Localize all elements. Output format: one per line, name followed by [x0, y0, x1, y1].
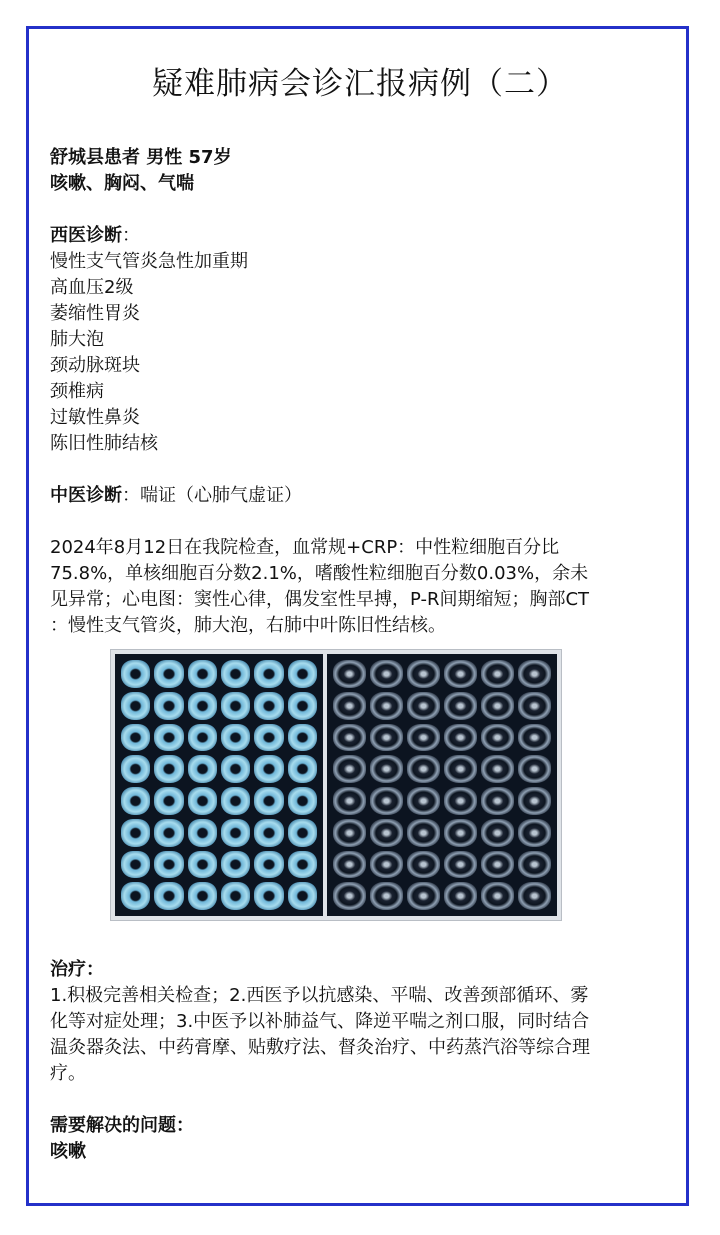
- ct-slice: [121, 692, 150, 720]
- ct-slice: [188, 851, 217, 879]
- ct-slice: [333, 882, 366, 910]
- tcm-diagnosis-value: 喘证（心肺气虚证）: [140, 485, 302, 506]
- ct-slice: [444, 755, 477, 783]
- ct-slice: [370, 724, 403, 752]
- ct-slice: [518, 660, 551, 688]
- ct-slice: [444, 787, 477, 815]
- ct-slice: [333, 819, 366, 847]
- diagnosis-item: 颈动脉斑块: [50, 355, 140, 376]
- ct-slice: [333, 660, 366, 688]
- ct-slice: [288, 755, 317, 783]
- ct-slice: [221, 819, 250, 847]
- ct-slice: [188, 724, 217, 752]
- question-value: 咳嗽: [50, 1141, 86, 1162]
- ct-slice: [121, 819, 150, 847]
- ct-slice: [444, 882, 477, 910]
- ct-slice: [481, 819, 514, 847]
- ct-slice: [288, 882, 317, 910]
- diagnosis-item: 萎缩性胃炎: [50, 303, 140, 324]
- ct-slice: [121, 787, 150, 815]
- ct-slice: [288, 724, 317, 752]
- ct-slice: [221, 851, 250, 879]
- ct-slice: [254, 787, 283, 815]
- ct-slice: [288, 819, 317, 847]
- diagnosis-item: 陈旧性肺结核: [50, 433, 158, 454]
- ct-slice: [188, 755, 217, 783]
- ct-slice: [121, 882, 150, 910]
- ct-slice: [154, 724, 183, 752]
- tcm-diagnosis-colon: ：: [122, 485, 140, 506]
- ct-slice: [254, 755, 283, 783]
- ct-slice: [154, 851, 183, 879]
- diagnosis-item: 肺大泡: [50, 329, 104, 350]
- ct-slice: [481, 755, 514, 783]
- ct-slice: [288, 660, 317, 688]
- ct-slice: [221, 787, 250, 815]
- ct-slice: [121, 755, 150, 783]
- diagnosis-item: 慢性支气管炎急性加重期: [50, 251, 248, 272]
- ct-slice: [188, 819, 217, 847]
- ct-slice: [121, 851, 150, 879]
- ct-slice: [407, 724, 440, 752]
- ct-slice: [370, 787, 403, 815]
- ct-slice: [370, 660, 403, 688]
- ct-slice: [333, 692, 366, 720]
- patient-symptoms: 咳嗽、胸闷、气喘: [50, 173, 194, 194]
- ct-slice: [154, 755, 183, 783]
- diagnosis-item: 颈椎病: [50, 381, 104, 402]
- ct-slice: [154, 787, 183, 815]
- ct-slice: [221, 660, 250, 688]
- ct-film-mediastinal-window: [327, 654, 557, 916]
- ct-slice: [370, 851, 403, 879]
- ct-slice: [154, 882, 183, 910]
- ct-slice: [407, 851, 440, 879]
- ct-slice: [444, 819, 477, 847]
- ct-slice: [481, 660, 514, 688]
- ct-slice: [444, 692, 477, 720]
- ct-slice: [188, 692, 217, 720]
- western-diagnosis-heading: [50, 223, 675, 249]
- ct-slice: [407, 787, 440, 815]
- ct-slice: [333, 851, 366, 879]
- ct-slice: [518, 851, 551, 879]
- tcm-diagnosis-label: 中医诊断: [50, 485, 122, 506]
- ct-slice: [481, 787, 514, 815]
- ct-slice: [444, 660, 477, 688]
- ct-slice: [154, 819, 183, 847]
- ct-slice: [370, 819, 403, 847]
- ct-slice: [444, 851, 477, 879]
- patient-info: 舒城县患者 男性 57岁: [50, 147, 232, 168]
- ct-slice: [481, 692, 514, 720]
- ct-slice: [121, 660, 150, 688]
- ct-slice: [221, 882, 250, 910]
- western-diagnosis-colon: ：: [122, 225, 140, 246]
- chest-ct-image: [110, 649, 562, 921]
- ct-slice: [254, 882, 283, 910]
- western-diagnosis-label: 西医诊断: [50, 225, 122, 246]
- diagnosis-item: 过敏性鼻炎: [50, 407, 140, 428]
- treatment-text: 1.积极完善相关检查；2.西医予以抗感染、平喘、改善颈部循环、雾 化等对症处理；3.中医予以补肺益气、降逆平喘之剂口服，同时结合 温灸器灸法、中药膏摩、贴敷疗法、督灸治疗、中药蒸汽浴等综合理 疗。: [50, 985, 590, 1084]
- ct-slice: [188, 787, 217, 815]
- ct-slice: [121, 724, 150, 752]
- ct-slice: [154, 692, 183, 720]
- ct-slice: [481, 882, 514, 910]
- treatment-label: 治疗：: [50, 959, 104, 980]
- ct-slice: [188, 882, 217, 910]
- ct-slice: [370, 692, 403, 720]
- ct-slice: [333, 755, 366, 783]
- ct-slice: [407, 819, 440, 847]
- ct-slice: [333, 724, 366, 752]
- western-diagnosis-list: [50, 249, 675, 457]
- ct-slice: [518, 819, 551, 847]
- question-label: 需要解决的问题：: [50, 1115, 194, 1136]
- ct-slice: [154, 660, 183, 688]
- ct-slice: [407, 882, 440, 910]
- ct-slice: [481, 851, 514, 879]
- ct-film-lung-window: [115, 654, 323, 916]
- exam-results: 2024年8月12日在我院检查，血常规+CRP：中性粒细胞百分比 75.8%，单核细胞百分数2.1%，嗜酸性粒细胞百分数0.03%，余未 见异常；心电图：窦性心律，偶发室性早搏，P-R间期缩短；胸部CT ：慢性支气管炎，肺大泡，右肺中叶陈旧性结核。: [50, 537, 590, 636]
- ct-slice: [481, 724, 514, 752]
- ct-slice: [407, 755, 440, 783]
- ct-slice: [288, 787, 317, 815]
- ct-slice: [518, 692, 551, 720]
- ct-slice: [370, 882, 403, 910]
- ct-slice: [518, 787, 551, 815]
- ct-slice: [188, 660, 217, 688]
- ct-slice: [221, 724, 250, 752]
- ct-slice: [518, 724, 551, 752]
- ct-slice: [370, 755, 403, 783]
- ct-slice: [518, 882, 551, 910]
- ct-slice: [288, 692, 317, 720]
- ct-slice: [254, 851, 283, 879]
- ct-slice: [407, 660, 440, 688]
- ct-slice: [254, 724, 283, 752]
- ct-slice: [254, 692, 283, 720]
- ct-slice: [254, 819, 283, 847]
- page-title: 疑难肺病会诊汇报病例（二）: [152, 66, 568, 102]
- ct-slice: [333, 787, 366, 815]
- ct-slice: [288, 851, 317, 879]
- diagnosis-item: 高血压2级: [50, 277, 134, 298]
- case-content: [50, 145, 675, 1165]
- ct-slice: [518, 755, 551, 783]
- ct-slice: [221, 755, 250, 783]
- tcm-diagnosis: [50, 483, 675, 509]
- ct-slice: [444, 724, 477, 752]
- ct-slice: [407, 692, 440, 720]
- ct-slice: [221, 692, 250, 720]
- ct-slice: [254, 660, 283, 688]
